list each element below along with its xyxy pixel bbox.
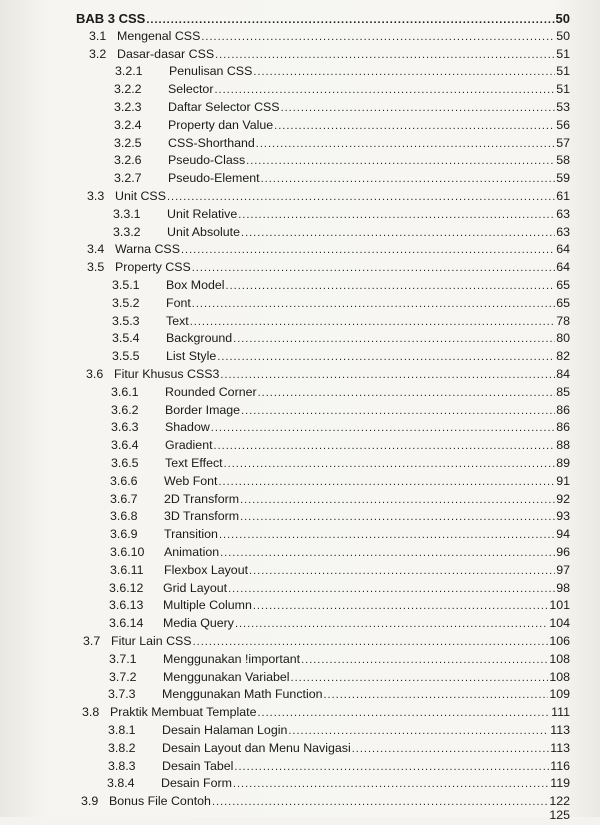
section-number: 3.6.6 [110, 473, 138, 488]
toc-subsection [111, 438, 570, 455]
page-number: 116 [550, 758, 570, 773]
section-title: Unit CSS [115, 189, 166, 203]
toc-subsection [115, 64, 570, 81]
section-number: 3.5.4 [112, 331, 140, 346]
toc-subsection [109, 616, 570, 633]
page-number: 88 [556, 438, 570, 453]
page-number: 80 [556, 331, 570, 346]
section-title: Unit Relative [167, 206, 238, 221]
section-title: Font [166, 295, 191, 310]
toc-subsection [111, 403, 570, 420]
dot-leader [234, 760, 549, 775]
section-number: 3.1 [89, 28, 107, 43]
dot-leader [301, 653, 548, 668]
section-number: 3.6.8 [110, 509, 138, 524]
section-title: Property CSS [115, 260, 191, 275]
dot-leader [233, 332, 555, 347]
section-title: Border Image [165, 402, 241, 417]
toc-subsection [109, 652, 570, 669]
page-number: 51 [556, 64, 570, 79]
section-title: Gradient [165, 438, 213, 453]
dot-leader [220, 368, 555, 383]
toc-section [82, 705, 570, 722]
toc-subsection [112, 278, 570, 295]
dot-leader [219, 528, 555, 543]
section-number: 3.6.7 [110, 491, 138, 506]
section-title: Rounded Corner [165, 384, 257, 399]
section-title: Text Effect [165, 456, 223, 470]
toc-subsection [110, 474, 570, 491]
toc-subsection [114, 153, 570, 170]
dot-leader [214, 439, 556, 454]
page-number: 82 [556, 349, 570, 364]
toc-subsection [114, 82, 570, 99]
page-number: 91 [556, 473, 570, 488]
toc-subsection [111, 456, 570, 473]
section-title: List Style [166, 349, 217, 364]
dot-leader [324, 688, 549, 703]
toc-section [86, 367, 570, 384]
section-number: 3.5.3 [112, 313, 140, 328]
chapter-title: BAB 3 CSS [76, 11, 146, 26]
section-title: 3D Transform [164, 509, 240, 524]
section-title: Daftar Selector CSS [168, 100, 280, 114]
dot-leader [220, 546, 555, 561]
section-number: 3.5.1 [112, 278, 140, 292]
section-number: 3.3.2 [113, 224, 141, 239]
page-number: 113 [550, 723, 570, 737]
section-number: 3.7.3 [108, 687, 136, 702]
toc-section [89, 47, 570, 64]
section-title: Unit Absolute [167, 224, 241, 239]
page-number: 50 [556, 28, 570, 43]
section-title: Property dan Value [168, 117, 274, 132]
dot-leader [257, 706, 550, 721]
section-number: 3.7 [83, 634, 101, 648]
toc-subsection [112, 314, 570, 331]
toc-subsection [110, 527, 570, 544]
dot-leader [192, 297, 555, 312]
dot-leader [235, 617, 548, 632]
section-title: Pseudo-Element [168, 171, 260, 186]
toc-subsection [110, 509, 570, 526]
section-number: 3.9 [81, 794, 99, 809]
dot-leader [193, 635, 549, 650]
toc-section [87, 242, 570, 259]
chapter-page: 50 [555, 11, 570, 26]
page-number: 109 [549, 687, 570, 702]
section-number: 3.7.1 [109, 651, 137, 666]
toc-subsection [114, 100, 570, 117]
section-number: 3.6.14 [109, 616, 144, 631]
dot-leader [246, 154, 555, 169]
dot-leader [261, 172, 556, 187]
toc-subsection [114, 136, 570, 153]
page-number: 96 [556, 545, 570, 559]
section-title: Selector [168, 82, 214, 97]
section-title: Menggunakan Math Function [162, 687, 323, 702]
section-number: 3.2.3 [114, 100, 142, 114]
section-number: 3.6.13 [109, 598, 144, 613]
section-number: 3.6.9 [110, 527, 138, 542]
dot-leader [192, 261, 555, 276]
section-title: Praktik Membuat Template [110, 705, 257, 720]
page-number: 65 [556, 295, 570, 310]
page-number: 92 [556, 491, 570, 506]
section-number: 3.6.2 [111, 402, 139, 417]
section-number: 3.2.1 [115, 64, 143, 79]
section-title: Grid Layout [163, 580, 228, 595]
section-title: Desain Tabel [162, 758, 234, 773]
dot-leader [167, 190, 555, 205]
section-title: Flexbox Layout [164, 562, 249, 577]
page-number: 63 [556, 206, 570, 221]
dot-leader [238, 208, 555, 223]
dot-leader [241, 226, 555, 241]
toc-subsection [112, 349, 570, 366]
page-number: 51 [556, 82, 570, 97]
toc-subsection [109, 598, 570, 615]
section-title: Transition [164, 527, 218, 542]
section-number: 3.5.2 [112, 295, 140, 310]
section-title: Desain Halaman Login [162, 723, 288, 737]
section-number: 3.6.3 [111, 420, 139, 435]
page-number: 78 [556, 313, 570, 328]
section-title: Desain Layout dan Menu Navigasi [162, 740, 351, 755]
trailing-page-number: 125 [549, 808, 570, 822]
section-title: 2D Transform [164, 491, 240, 506]
toc-subsection [108, 687, 570, 704]
section-number: 3.8 [82, 705, 100, 720]
section-number: 3.4 [87, 242, 105, 257]
toc-subsection [112, 331, 570, 348]
page-number: 64 [556, 260, 570, 275]
toc-subsection [109, 581, 570, 598]
dot-leader [240, 493, 555, 508]
section-title: Animation [164, 545, 220, 559]
toc-section [89, 29, 570, 46]
dot-leader [352, 742, 550, 757]
dot-leader [241, 404, 555, 419]
dot-leader [256, 137, 555, 152]
dot-leader [146, 13, 554, 28]
dot-leader [219, 475, 556, 490]
section-number: 3.2 [89, 46, 107, 61]
toc-subsection [113, 225, 570, 242]
chapter-heading [76, 11, 570, 28]
dot-leader [233, 777, 549, 792]
section-number: 3.8.3 [108, 758, 136, 773]
page-number: 86 [556, 402, 570, 417]
dot-leader [214, 83, 555, 98]
section-number: 3.6.5 [111, 456, 139, 470]
section-number: 3.2.5 [114, 135, 142, 150]
section-title: Web Font [164, 473, 218, 488]
dot-leader [281, 101, 556, 116]
section-number: 3.2.2 [114, 82, 142, 97]
section-number: 3.6.4 [111, 438, 139, 453]
dot-leader [274, 119, 555, 134]
dot-leader [253, 65, 555, 80]
dot-leader [226, 279, 556, 294]
toc-subsection [110, 492, 570, 509]
section-title: Shadow [165, 420, 210, 435]
section-title: Multiple Column [163, 598, 252, 613]
section-number: 3.6.1 [111, 384, 139, 399]
section-number: 3.3.1 [113, 206, 141, 221]
section-title: Fitur Khusus CSS3 [114, 367, 220, 381]
dot-leader [288, 724, 549, 739]
dot-leader [201, 30, 555, 45]
section-title: CSS-Shorthand [168, 135, 255, 150]
page-number: 98 [556, 580, 570, 595]
page-number: 58 [556, 153, 570, 168]
section-number: 3.2.7 [114, 171, 142, 186]
dot-leader [240, 510, 555, 525]
section-title: Mengenal CSS [117, 28, 201, 43]
page-number: 94 [556, 527, 570, 542]
page-number: 85 [556, 384, 570, 399]
page-number: 108 [549, 669, 570, 684]
page-number: 104 [549, 616, 570, 631]
section-title: Box Model [166, 278, 225, 292]
page-number: 89 [556, 456, 570, 470]
toc-section [87, 260, 570, 277]
page-number: 63 [556, 224, 570, 239]
page-number: 59 [556, 171, 570, 186]
toc-subsection [114, 171, 570, 188]
dot-leader [249, 564, 555, 579]
section-number: 3.6.10 [110, 545, 145, 559]
section-number: 3.3 [87, 189, 105, 203]
section-number: 3.8.4 [107, 776, 135, 791]
page-number: 111 [551, 705, 570, 720]
section-number: 3.8.1 [108, 723, 136, 737]
page-number: 53 [556, 100, 570, 114]
section-number: 3.2.6 [114, 153, 142, 168]
toc-subsection [110, 545, 570, 562]
toc-subsection [110, 563, 570, 580]
toc-subsection [109, 670, 570, 687]
toc-subsection [112, 296, 570, 313]
page-number: 64 [556, 242, 570, 257]
section-title: Penulisan CSS [169, 64, 253, 79]
page-number: 113 [550, 740, 570, 755]
page-number: 57 [556, 135, 570, 150]
dot-leader [224, 457, 556, 472]
page-number: 97 [556, 562, 570, 577]
section-number: 3.5.5 [112, 349, 140, 364]
dot-leader [253, 599, 548, 614]
section-title: Text [166, 313, 189, 328]
page-number: 101 [549, 598, 570, 613]
dot-leader [181, 243, 555, 258]
section-title: Bonus File Contoh [109, 794, 211, 809]
toc-subsection [107, 776, 570, 793]
page-number: 93 [556, 509, 570, 524]
toc-subsection [108, 723, 570, 740]
dot-leader [211, 421, 555, 436]
section-number: 3.7.2 [109, 669, 137, 684]
dot-leader [291, 671, 549, 686]
section-number: 3.8.2 [108, 740, 136, 755]
toc-section [87, 189, 570, 206]
section-title: Pseudo-Class [168, 153, 246, 168]
section-number: 3.6 [86, 367, 104, 381]
page-number: 56 [556, 117, 570, 132]
section-title: Dasar-dasar CSS [117, 46, 215, 61]
section-number: 3.6.12 [109, 580, 144, 595]
section-number: 3.2.4 [114, 117, 142, 132]
toc-subsection [108, 741, 570, 758]
toc-section [83, 634, 570, 651]
dot-leader [215, 48, 555, 63]
dot-leader [190, 315, 555, 330]
page-number: 51 [556, 46, 570, 61]
section-title: Fitur Lain CSS [111, 634, 192, 648]
dot-leader [258, 386, 556, 401]
toc-subsection [108, 759, 570, 776]
page-number: 86 [556, 420, 570, 435]
toc-subsection [114, 118, 570, 135]
page-number: 106 [549, 634, 570, 648]
page-number: 61 [556, 189, 570, 203]
section-number: 3.6.11 [110, 562, 144, 577]
page-number: 108 [549, 651, 570, 666]
page-number: 122 [549, 794, 570, 809]
section-title: Menggunakan Variabel [163, 669, 290, 684]
toc-subsection [111, 385, 570, 402]
section-title: Background [166, 331, 233, 346]
section-title: Desain Form [161, 776, 232, 791]
dot-leader [217, 350, 555, 365]
page-number: 119 [550, 776, 570, 791]
section-title: Media Query [163, 616, 234, 631]
section-number: 3.5 [87, 260, 105, 275]
dot-leader [228, 582, 555, 597]
page-number: 65 [556, 278, 570, 292]
section-title: Menggunakan !important [163, 651, 301, 666]
page-number: 84 [556, 367, 570, 381]
toc-subsection [113, 207, 570, 224]
section-title: Warna CSS [115, 242, 180, 257]
toc-subsection [111, 420, 570, 437]
